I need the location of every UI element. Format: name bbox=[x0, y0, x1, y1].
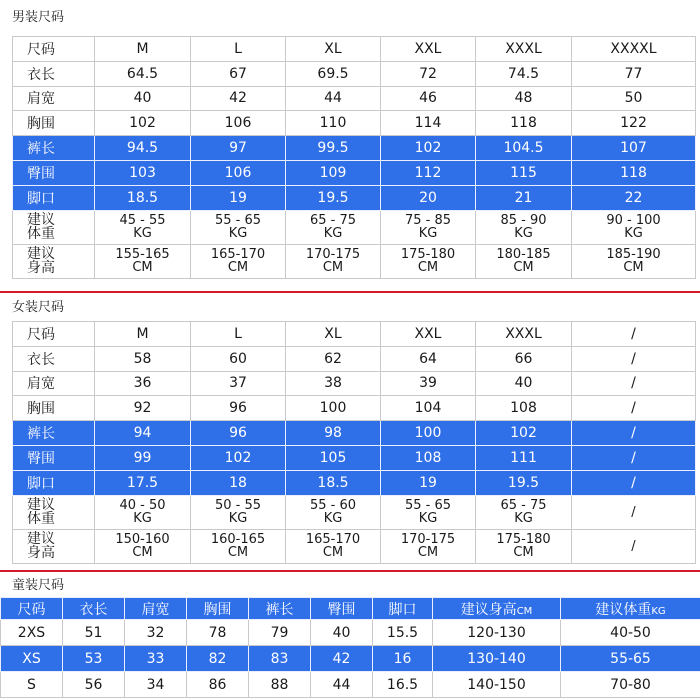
kids-size-row bbox=[1, 646, 700, 672]
measurement-row bbox=[13, 185, 696, 210]
range-text: 40 - 50 bbox=[119, 498, 166, 514]
header-text: 建议体重 bbox=[595, 601, 652, 618]
range-text: 165-170 bbox=[210, 247, 266, 263]
value-cell: 40-50 bbox=[561, 620, 700, 646]
value-cell: 79 bbox=[249, 620, 311, 646]
range-text: 175-180 bbox=[400, 247, 456, 263]
row-label: 臀围 bbox=[13, 445, 95, 470]
row-label-line: 建议 bbox=[27, 531, 55, 548]
kids-section-title: 童装尺码 bbox=[12, 578, 65, 593]
measurement-row bbox=[13, 396, 696, 421]
value-cell: 36 bbox=[95, 371, 191, 396]
value-cell: 99.5 bbox=[286, 136, 381, 161]
women-section-title: 女装尺码 bbox=[12, 300, 65, 315]
value-cell: / bbox=[572, 421, 696, 446]
value-cell: 17.5 bbox=[95, 470, 191, 495]
kids-size-table bbox=[0, 597, 700, 698]
range-text: / bbox=[631, 538, 636, 554]
value-cell: 111 bbox=[476, 445, 572, 470]
value-cell bbox=[381, 529, 476, 563]
header-row bbox=[13, 322, 696, 347]
weight-recommendation-row bbox=[13, 495, 696, 529]
row-label: 衣长 bbox=[13, 61, 95, 86]
value-cell: 74.5 bbox=[476, 61, 572, 86]
unit-text: CM bbox=[322, 545, 344, 561]
column-header: 臀围 bbox=[311, 598, 373, 620]
value-cell: 67 bbox=[191, 61, 286, 86]
value-cell: 104 bbox=[381, 396, 476, 421]
value-cell: 53 bbox=[63, 646, 125, 672]
value-cell: 108 bbox=[381, 445, 476, 470]
header-label: 尺码 bbox=[13, 37, 95, 62]
section-divider bbox=[0, 570, 700, 572]
value-cell: 18 bbox=[191, 470, 286, 495]
column-header-weight bbox=[561, 598, 700, 620]
range-text: 185-190 bbox=[606, 247, 661, 263]
value-cell bbox=[476, 244, 572, 278]
unit-text: CM bbox=[227, 545, 249, 561]
value-cell bbox=[191, 495, 286, 529]
size-header-cell: XXL bbox=[381, 37, 476, 62]
column-header: 肩宽 bbox=[125, 598, 187, 620]
range-text: 85 - 90 bbox=[500, 213, 547, 229]
value-cell: 15.5 bbox=[373, 620, 433, 646]
height-recommendation-row bbox=[13, 244, 696, 278]
range-text: 65 - 75 bbox=[500, 498, 547, 514]
unit-text: KG bbox=[418, 226, 438, 242]
measurement-row bbox=[13, 136, 696, 161]
value-cell: 37 bbox=[191, 371, 286, 396]
value-cell: 18.5 bbox=[95, 185, 191, 210]
row-label bbox=[13, 244, 95, 278]
value-cell bbox=[191, 244, 286, 278]
section-divider bbox=[0, 291, 700, 293]
row-label: 胸围 bbox=[13, 111, 95, 136]
value-cell: 118 bbox=[572, 160, 696, 185]
unit-text: KG bbox=[514, 511, 533, 527]
unit-text: KG bbox=[514, 226, 533, 242]
row-label: 脚口 bbox=[13, 470, 95, 495]
unit-text: KG bbox=[323, 511, 343, 527]
value-cell: 106 bbox=[191, 111, 286, 136]
row-label bbox=[13, 495, 95, 529]
value-cell: 51 bbox=[63, 620, 125, 646]
value-cell: 110 bbox=[286, 111, 381, 136]
value-cell: 102 bbox=[476, 421, 572, 446]
row-label: 胸围 bbox=[13, 396, 95, 421]
value-cell bbox=[286, 244, 381, 278]
size-header-cell: XL bbox=[286, 37, 381, 62]
size-label: XS bbox=[1, 646, 63, 672]
value-cell: 104.5 bbox=[476, 136, 572, 161]
row-label-line: 建议 bbox=[27, 246, 55, 263]
unit-text: KG bbox=[323, 226, 343, 242]
size-header-cell: XL bbox=[286, 322, 381, 347]
value-cell: 39 bbox=[381, 371, 476, 396]
value-cell: 40 bbox=[95, 86, 191, 111]
unit-text: CM bbox=[227, 260, 249, 276]
value-cell: 48 bbox=[476, 86, 572, 111]
measurement-row bbox=[13, 371, 696, 396]
value-cell: 112 bbox=[381, 160, 476, 185]
range-text: 150-160 bbox=[115, 532, 170, 548]
value-cell bbox=[572, 210, 696, 244]
value-cell: 55-65 bbox=[561, 646, 700, 672]
range-text: 45 - 55 bbox=[119, 213, 166, 229]
value-cell bbox=[572, 529, 696, 563]
range-text: 90 - 100 bbox=[606, 213, 661, 229]
size-header-cell: / bbox=[572, 322, 696, 347]
column-header: 裤长 bbox=[249, 598, 311, 620]
header-unit: CM bbox=[516, 605, 533, 617]
value-cell: 97 bbox=[191, 136, 286, 161]
range-text: 65 - 75 bbox=[309, 213, 357, 229]
value-cell: 16 bbox=[373, 646, 433, 672]
value-cell bbox=[95, 210, 191, 244]
row-label bbox=[13, 529, 95, 563]
value-cell bbox=[476, 210, 572, 244]
size-header-cell: M bbox=[95, 37, 191, 62]
value-cell: 109 bbox=[286, 160, 381, 185]
row-label bbox=[13, 210, 95, 244]
range-text: 170-175 bbox=[305, 247, 361, 263]
column-header: 尺码 bbox=[1, 598, 63, 620]
value-cell: 82 bbox=[187, 646, 249, 672]
value-cell: 44 bbox=[311, 672, 373, 698]
value-cell bbox=[381, 210, 476, 244]
value-cell bbox=[476, 529, 572, 563]
size-header-cell: L bbox=[191, 37, 286, 62]
column-header: 脚口 bbox=[373, 598, 433, 620]
value-cell bbox=[286, 210, 381, 244]
kids-size-row bbox=[1, 620, 700, 646]
range-text: 180-185 bbox=[496, 247, 551, 263]
header-label: 尺码 bbox=[13, 322, 95, 347]
range-text: 155-165 bbox=[115, 247, 170, 263]
unit-text: KG bbox=[133, 226, 152, 242]
measurement-row bbox=[13, 86, 696, 111]
range-text: / bbox=[631, 504, 636, 520]
range-text: 75 - 85 bbox=[404, 213, 452, 229]
value-cell bbox=[95, 529, 191, 563]
value-cell: 99 bbox=[95, 445, 191, 470]
size-header-cell: XXXL bbox=[476, 37, 572, 62]
size-label: S bbox=[1, 672, 63, 698]
measurement-row bbox=[13, 445, 696, 470]
range-text: 55 - 65 bbox=[404, 498, 452, 514]
value-cell: 78 bbox=[187, 620, 249, 646]
kids-size-row bbox=[1, 672, 700, 698]
value-cell: 66 bbox=[476, 346, 572, 371]
header-unit: KG bbox=[651, 605, 666, 617]
unit-text: KG bbox=[228, 226, 248, 242]
range-text: 170-175 bbox=[400, 532, 456, 548]
value-cell: 102 bbox=[381, 136, 476, 161]
women-size-table bbox=[12, 321, 696, 564]
value-cell: 20 bbox=[381, 185, 476, 210]
unit-text: CM bbox=[417, 260, 439, 276]
column-header: 衣长 bbox=[63, 598, 125, 620]
value-cell: 56 bbox=[63, 672, 125, 698]
value-cell: 115 bbox=[476, 160, 572, 185]
range-text: 55 - 65 bbox=[214, 213, 262, 229]
range-text: 165-170 bbox=[305, 532, 361, 548]
value-cell: / bbox=[572, 445, 696, 470]
size-label: 2XS bbox=[1, 620, 63, 646]
value-cell bbox=[191, 210, 286, 244]
value-cell: 42 bbox=[191, 86, 286, 111]
value-cell: 64 bbox=[381, 346, 476, 371]
measurement-row bbox=[13, 111, 696, 136]
value-cell: 118 bbox=[476, 111, 572, 136]
value-cell: 96 bbox=[191, 421, 286, 446]
row-label: 臀围 bbox=[13, 160, 95, 185]
size-header-cell: XXXXL bbox=[572, 37, 696, 62]
unit-text: CM bbox=[132, 545, 153, 561]
value-cell bbox=[286, 495, 381, 529]
value-cell: 69.5 bbox=[286, 61, 381, 86]
value-cell bbox=[572, 244, 696, 278]
value-cell: / bbox=[572, 470, 696, 495]
value-cell: 50 bbox=[572, 86, 696, 111]
value-cell: 88 bbox=[249, 672, 311, 698]
value-cell: 16.5 bbox=[373, 672, 433, 698]
value-cell: 42 bbox=[311, 646, 373, 672]
value-cell: 60 bbox=[191, 346, 286, 371]
value-cell bbox=[95, 495, 191, 529]
value-cell: 18.5 bbox=[286, 470, 381, 495]
unit-text: KG bbox=[624, 226, 643, 242]
value-cell: 77 bbox=[572, 61, 696, 86]
value-cell: 106 bbox=[191, 160, 286, 185]
value-cell: 21 bbox=[476, 185, 572, 210]
men-section-title: 男装尺码 bbox=[12, 10, 65, 25]
value-cell: 94 bbox=[95, 421, 191, 446]
value-cell: 122 bbox=[572, 111, 696, 136]
value-cell: 19 bbox=[381, 470, 476, 495]
unit-text: CM bbox=[623, 260, 644, 276]
size-header-cell: M bbox=[95, 322, 191, 347]
value-cell: 96 bbox=[191, 396, 286, 421]
range-text: 50 - 55 bbox=[214, 498, 262, 514]
men-size-table bbox=[12, 36, 696, 279]
column-header-height bbox=[433, 598, 561, 620]
value-cell bbox=[95, 244, 191, 278]
value-cell: 103 bbox=[95, 160, 191, 185]
value-cell bbox=[476, 495, 572, 529]
unit-text: CM bbox=[513, 545, 534, 561]
value-cell: 64.5 bbox=[95, 61, 191, 86]
measurement-row bbox=[13, 61, 696, 86]
value-cell: 120-130 bbox=[433, 620, 561, 646]
unit-text: KG bbox=[133, 511, 152, 527]
value-cell: 114 bbox=[381, 111, 476, 136]
value-cell: 130-140 bbox=[433, 646, 561, 672]
row-label-line: 建议 bbox=[27, 497, 55, 514]
value-cell: 140-150 bbox=[433, 672, 561, 698]
value-cell: 98 bbox=[286, 421, 381, 446]
value-cell: 94.5 bbox=[95, 136, 191, 161]
size-header-cell: XXXL bbox=[476, 322, 572, 347]
value-cell: 107 bbox=[572, 136, 696, 161]
unit-text: KG bbox=[228, 511, 248, 527]
height-recommendation-row bbox=[13, 529, 696, 563]
weight-recommendation-row bbox=[13, 210, 696, 244]
measurement-row bbox=[13, 421, 696, 446]
value-cell: 100 bbox=[286, 396, 381, 421]
header-row bbox=[1, 598, 700, 620]
header-text: 建议身高 bbox=[460, 601, 517, 618]
value-cell: 19.5 bbox=[286, 185, 381, 210]
value-cell: / bbox=[572, 346, 696, 371]
measurement-row bbox=[13, 160, 696, 185]
value-cell bbox=[381, 244, 476, 278]
value-cell: 33 bbox=[125, 646, 187, 672]
range-text: 160-165 bbox=[210, 532, 266, 548]
value-cell: 22 bbox=[572, 185, 696, 210]
value-cell: 19 bbox=[191, 185, 286, 210]
column-header: 胸围 bbox=[187, 598, 249, 620]
value-cell: 102 bbox=[191, 445, 286, 470]
unit-text: CM bbox=[417, 545, 439, 561]
row-label: 肩宽 bbox=[13, 371, 95, 396]
size-header-cell: XXL bbox=[381, 322, 476, 347]
value-cell: 40 bbox=[476, 371, 572, 396]
measurement-row bbox=[13, 346, 696, 371]
value-cell bbox=[191, 529, 286, 563]
row-label-line: 体重 bbox=[27, 226, 55, 243]
row-label: 裤长 bbox=[13, 421, 95, 446]
value-cell bbox=[286, 529, 381, 563]
value-cell: 34 bbox=[125, 672, 187, 698]
row-label: 裤长 bbox=[13, 136, 95, 161]
header-row bbox=[13, 37, 696, 62]
value-cell: / bbox=[572, 396, 696, 421]
value-cell: 105 bbox=[286, 445, 381, 470]
value-cell: 46 bbox=[381, 86, 476, 111]
row-label: 脚口 bbox=[13, 185, 95, 210]
measurement-row bbox=[13, 470, 696, 495]
value-cell: 92 bbox=[95, 396, 191, 421]
value-cell: 62 bbox=[286, 346, 381, 371]
unit-text: CM bbox=[513, 260, 534, 276]
value-cell: 108 bbox=[476, 396, 572, 421]
value-cell: 44 bbox=[286, 86, 381, 111]
range-text: 55 - 60 bbox=[309, 498, 357, 514]
row-label-line: 建议 bbox=[27, 212, 55, 229]
value-cell: 102 bbox=[95, 111, 191, 136]
row-label: 肩宽 bbox=[13, 86, 95, 111]
value-cell: 40 bbox=[311, 620, 373, 646]
value-cell: 38 bbox=[286, 371, 381, 396]
value-cell bbox=[572, 495, 696, 529]
value-cell: 100 bbox=[381, 421, 476, 446]
value-cell: 70-80 bbox=[561, 672, 700, 698]
value-cell: 72 bbox=[381, 61, 476, 86]
value-cell: 83 bbox=[249, 646, 311, 672]
value-cell: 86 bbox=[187, 672, 249, 698]
unit-text: CM bbox=[132, 260, 153, 276]
value-cell: 58 bbox=[95, 346, 191, 371]
unit-text: KG bbox=[418, 511, 438, 527]
row-label-line: 身高 bbox=[27, 545, 55, 562]
value-cell bbox=[381, 495, 476, 529]
value-cell: / bbox=[572, 371, 696, 396]
value-cell: 19.5 bbox=[476, 470, 572, 495]
size-header-cell: L bbox=[191, 322, 286, 347]
row-label: 衣长 bbox=[13, 346, 95, 371]
row-label-line: 身高 bbox=[27, 260, 55, 277]
row-label-line: 体重 bbox=[27, 511, 55, 528]
range-text: 175-180 bbox=[496, 532, 551, 548]
value-cell: 32 bbox=[125, 620, 187, 646]
unit-text: CM bbox=[322, 260, 344, 276]
